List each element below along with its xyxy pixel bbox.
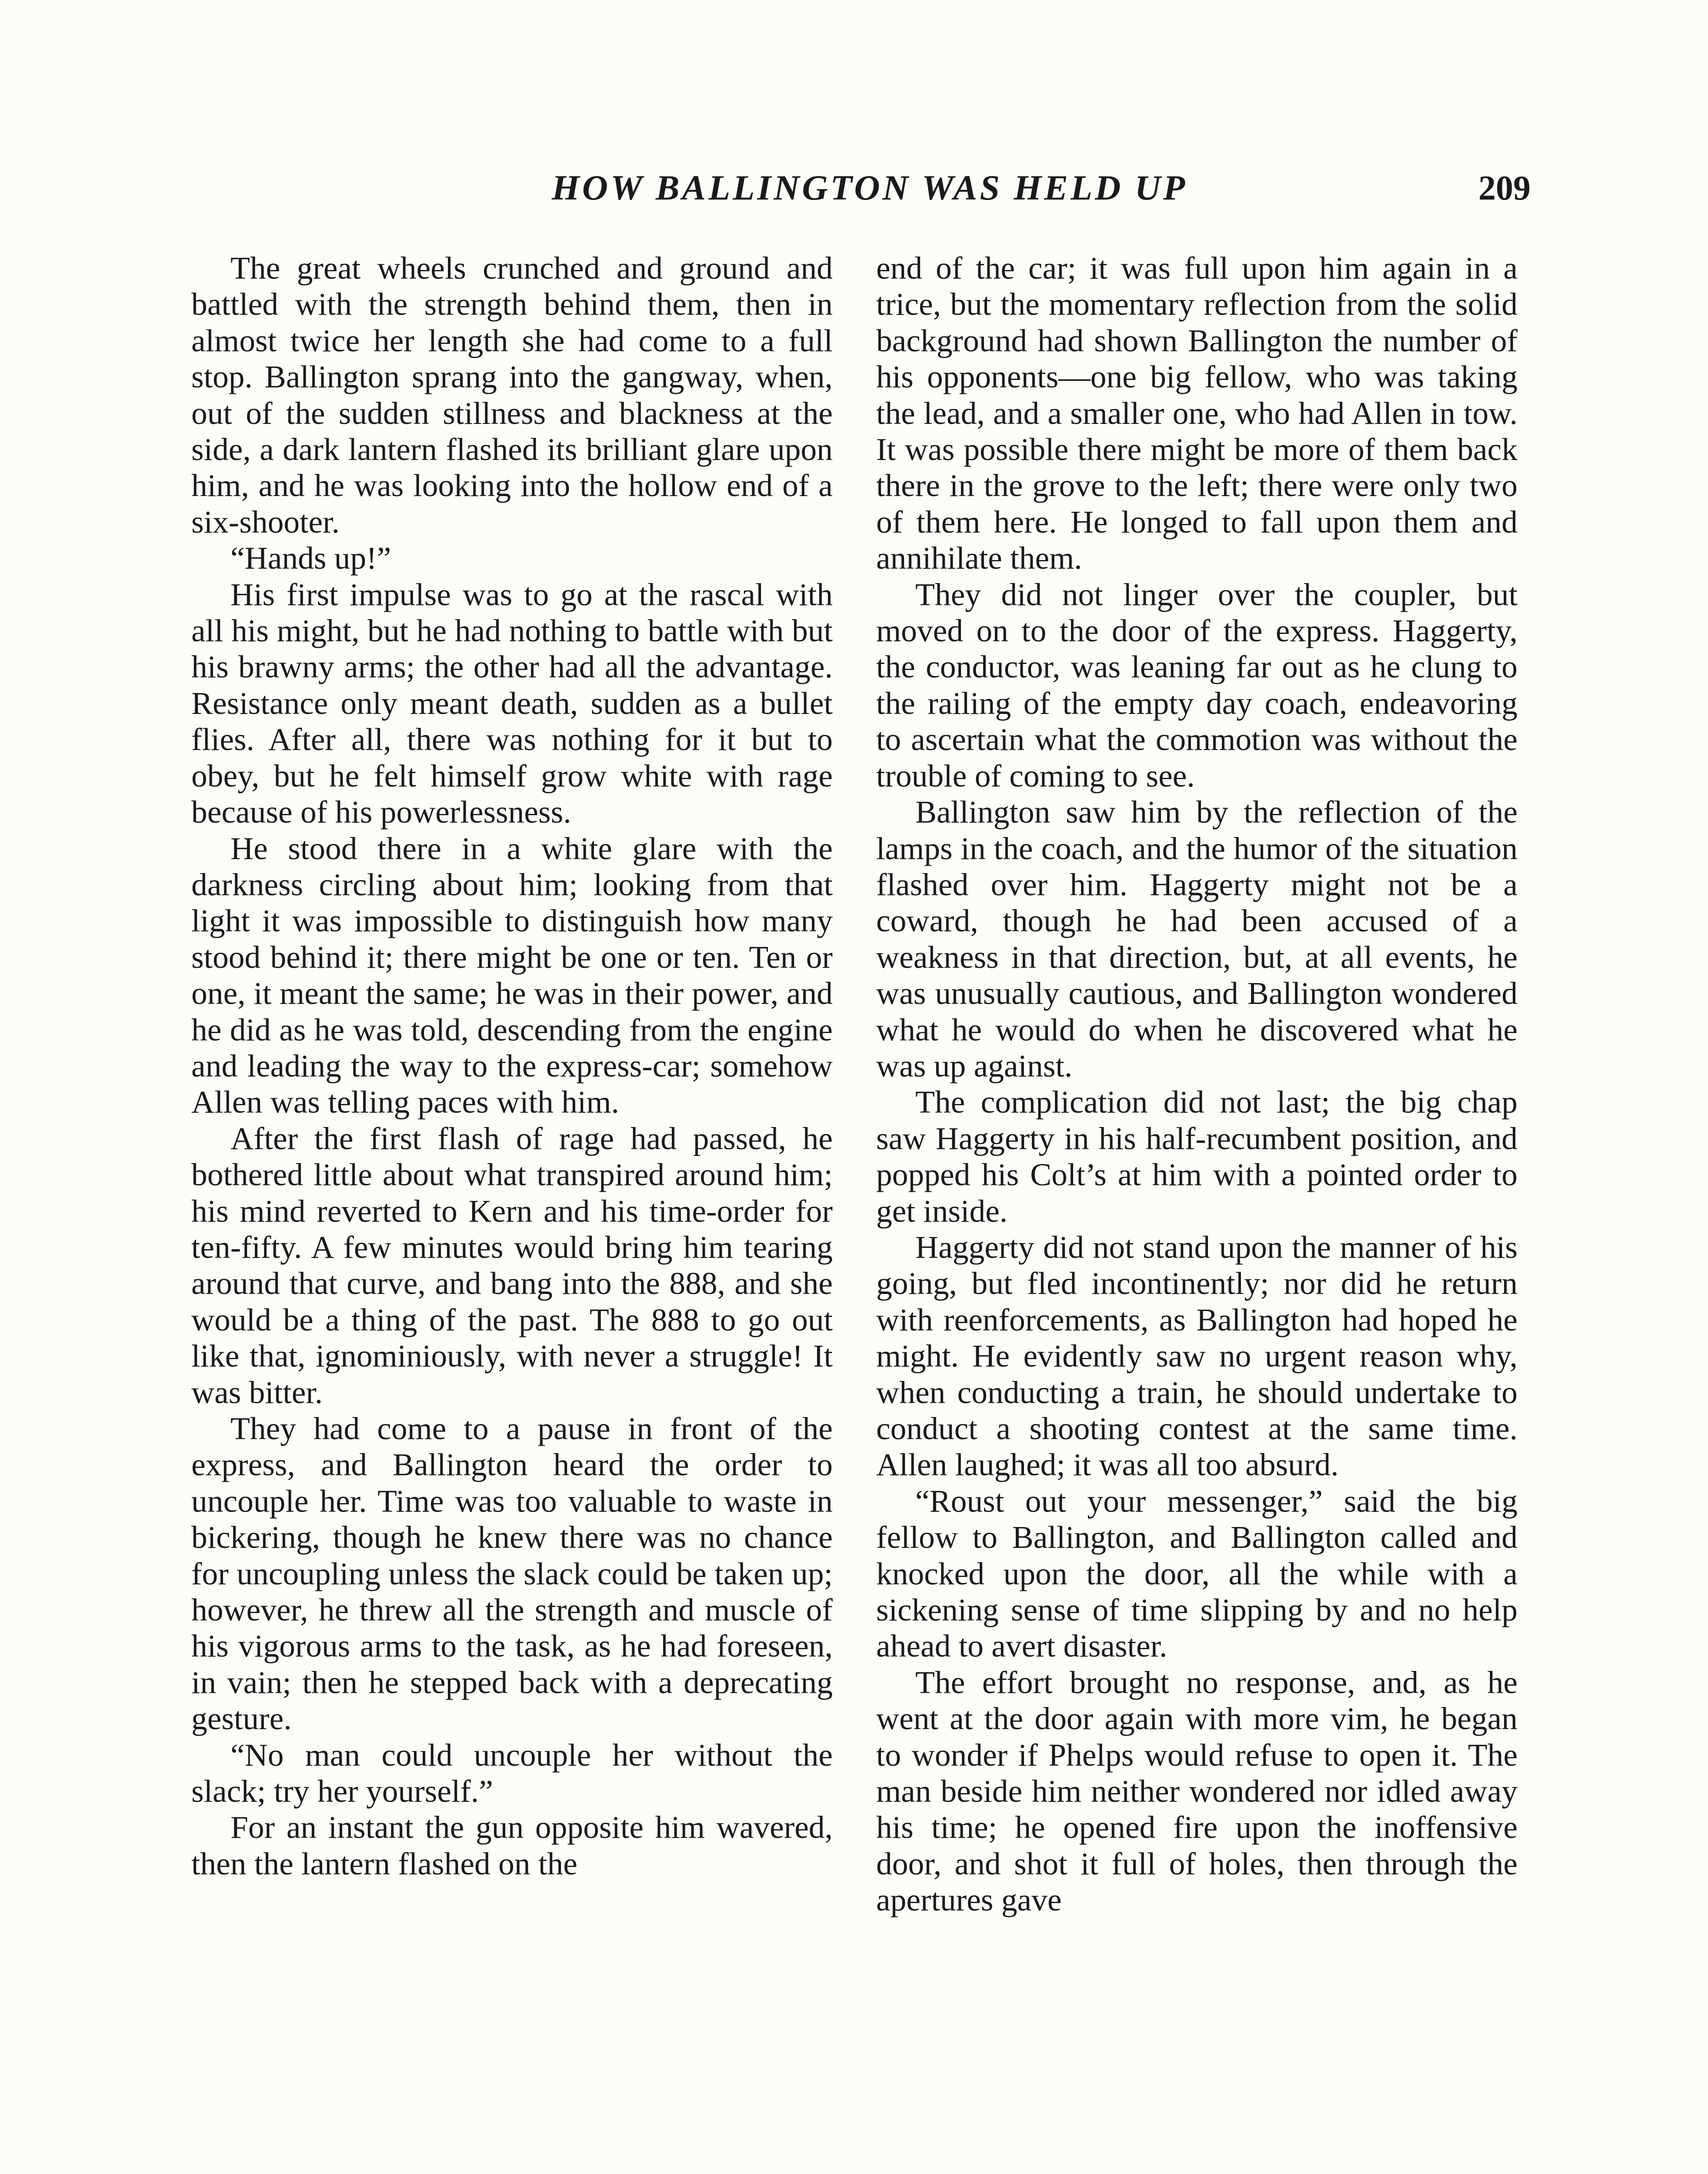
paragraph: His first impulse was to go at the rascal with all his might, but he had nothing to battle with but his brawny arms; the other had all the advantage. Resistance only meant death, sudden as a bullet flies. After all, there was nothing for it but to obey, but he felt himself grow white with rage because of his powerlessness.: [191, 577, 833, 830]
page-number: 209: [1478, 169, 1531, 207]
paragraph: “Roust out your messenger,” said the big fellow to Ballington, and Ballington called and knocked upon the door, all the while with a sickening sense of time slipping by and no help ahead to avert disaster.: [876, 1483, 1518, 1664]
paragraph: Haggerty did not stand upon the manner of his going, but fled incontinently; nor did he return with reenforcements, as Ballington had hoped he might. He evidently saw no urgent reason why, when conducting a train, he should undertake to conduct a shooting contest at the same time. Allen laughed; it was all too absurd.: [876, 1229, 1518, 1483]
paragraph: Ballington saw him by the reflection of the lamps in the coach, and the humor of the situation flashed over him. Haggerty might not be a coward, though he had been accused of a weakness in that direction, but, at all events, he was unusually cautious, and Ballington wondered what he would do when he discovered what he was up against.: [876, 794, 1518, 1084]
paragraph: The complication did not last; the big chap saw Haggerty in his half-recumbent position, and popped his Colt’s at him with a pointed order to get inside.: [876, 1084, 1518, 1229]
paragraph: After the first flash of rage had passed, he bothered little about what transpired around him; his mind reverted to Kern and his time-order for ten-fifty. A few minutes would bring him tearing around that curve, and bang into the 888, and she would be a thing of the past. The 888 to go out like that, ignominiously, with never a struggle! It was bitter.: [191, 1120, 833, 1410]
paragraph: The great wheels crunched and ground and battled with the strength behind them, then in almost twice her length she had come to a full stop. Ballington sprang into the gangway, when, out of the sudden stillness and blackness at the side, a dark lantern flashed its brilliant glare upon him, and he was looking into the hollow end of a six-shooter.: [191, 250, 833, 540]
paragraph: For an instant the gun opposite him wavered, then the lantern flashed on the: [191, 1810, 833, 1881]
paragraph: The effort brought no response, and, as he went at the door again with more vim, he began to wonder if Phelps would refuse to open it. The man beside him neither wondered nor idled away his time; he opened fire upon the inoffensive door, and shot it full of holes, then through the apertures gave: [876, 1664, 1518, 1918]
paragraph: He stood there in a white glare with the darkness circling about him; looking from that light it was impossible to distinguish how many stood behind it; there might be one or ten. Ten or one, it meant the same; he was in their power, and he did as he was told, descending from the engine and leading the way to the express-car; somehow Allen was telling paces with him.: [191, 830, 833, 1120]
right-column: [876, 250, 1518, 2174]
paragraph: They had come to a pause in front of the express, and Ballington heard the order to uncouple her. Time was too valuable to waste in bickering, though he knew there was no chance for uncoupling unless the slack could be taken up; however, he threw all the strength and muscle of his vigorous arms to the task, as he had foreseen, in vain; then he stepped back with a deprecating gesture.: [191, 1411, 833, 1737]
running-header-title: HOW BALLINGTON WAS HELD UP: [551, 168, 1188, 207]
left-column: [191, 250, 833, 2174]
paragraph-continued: end of the car; it was full upon him again in a trice, but the momentary reflection from the solid background had shown Ballington the number of his opponents—one big fellow, who was taking the lead, and a smaller one, who had Allen in tow. It was possible there might be more of them back there in the grove to the left; there were only two of them here. He longed to fall upon them and annihilate them.: [876, 250, 1518, 576]
paragraph: “No man could uncouple her without the slack; try her yourself.”: [191, 1737, 833, 1809]
paragraph: They did not linger over the coupler, but moved on to the door of the express. Haggerty, the conductor, was leaning far out as he clung to the railing of the empty day coach, endeavoring to ascertain what the commotion was without the trouble of coming to see.: [876, 577, 1518, 794]
paragraph: “Hands up!”: [230, 540, 391, 576]
